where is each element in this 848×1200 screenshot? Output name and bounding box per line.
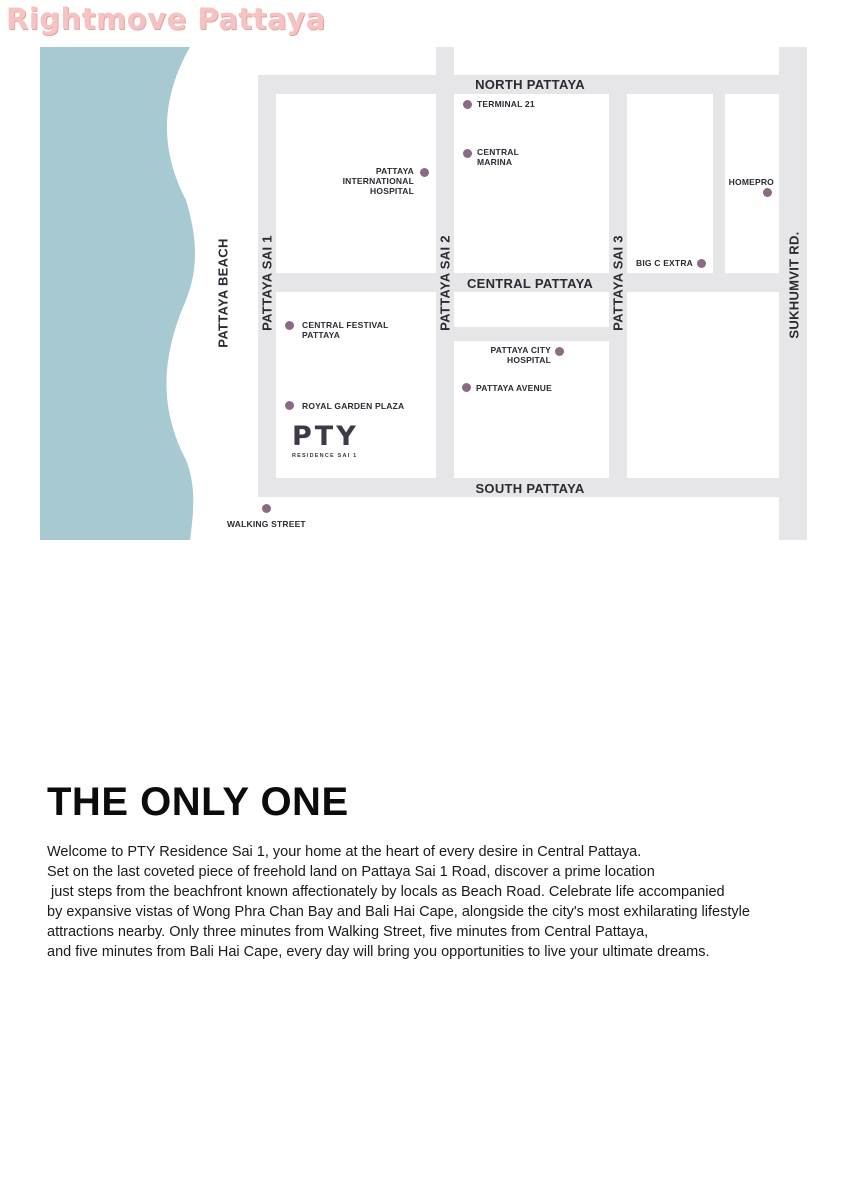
- poi-label-homepro: HOMEPRO: [728, 177, 774, 187]
- paragraph-line: just steps from the beachfront known affectionately by locals as Beach Road. Celebrate life accompanied: [47, 884, 725, 900]
- poi-marker-homepro: [763, 188, 772, 197]
- poi-label-royal-garden-plaza: ROYAL GARDEN PLAZA: [302, 401, 405, 411]
- logo-name: PTY: [292, 421, 359, 452]
- poi-marker-walking-street: [262, 504, 271, 513]
- poi-label-pattaya-city-hospital: PATTAYA CITY HOSPITAL: [490, 345, 551, 365]
- label-north-pattaya: NORTH PATTAYA: [475, 77, 585, 92]
- watermark: Rightmove Pattaya: [6, 2, 326, 36]
- label-pattaya-sai-1: PATTAYA SAI 1: [259, 235, 275, 331]
- paragraph-line: and five minutes from Bali Hai Cape, every day will bring you opportunities to live your ultimate dreams.: [47, 944, 710, 960]
- poi-label-central-marina: CENTRAL MARINA: [477, 147, 520, 167]
- poi-label-central-festival: CENTRAL FESTIVAL PATTAYA: [302, 320, 389, 340]
- poi-marker-pattaya-avenue: [462, 383, 471, 392]
- road-connector: [436, 327, 626, 341]
- poi-marker-royal-garden-plaza: [285, 401, 294, 410]
- poi-label-big-c-extra: BIG C EXTRA: [636, 258, 693, 268]
- poi-label-terminal21: TERMINAL 21: [477, 99, 535, 109]
- paragraph-line: Welcome to PTY Residence Sai 1, your home at the heart of every desire in Central Pattaya.: [47, 844, 642, 860]
- label-pattaya-beach: PATTAYA BEACH: [215, 238, 231, 348]
- poi-marker-pattaya-city-hospital: [555, 347, 564, 356]
- pty-residence-logo: [292, 422, 359, 459]
- poi-marker-pattaya-international-hospital: [420, 168, 429, 177]
- poi-label-pattaya-international-hospital: PATTAYA INTERNATIONAL HOSPITAL: [342, 166, 414, 196]
- poi-marker-big-c-extra: [697, 259, 706, 268]
- description-paragraph: [47, 842, 827, 962]
- page-title: THE ONLY ONE: [47, 780, 349, 824]
- label-sukhumvit-rd: SUKHUMVIT RD.: [786, 231, 802, 339]
- paragraph-line: Set on the last coveted piece of freehold land on Pattaya Sai 1 Road, discover a prime location: [47, 864, 655, 880]
- label-pattaya-sai-2: PATTAYA SAI 2: [437, 235, 453, 331]
- label-central-pattaya: CENTRAL PATTAYA: [466, 276, 594, 291]
- label-pattaya-sai-3: PATTAYA SAI 3: [610, 235, 626, 331]
- label-south-pattaya: SOUTH PATTAYA: [475, 481, 585, 496]
- location-map: [0, 0, 848, 560]
- paragraph-line: by expansive vistas of Wong Phra Chan Bay and Bali Hai Cape, alongside the city's most exhilarating lifestyle: [47, 904, 750, 920]
- sea-shape: [40, 47, 195, 540]
- road-side-street: [713, 75, 725, 292]
- paragraph-line: attractions nearby. Only three minutes from Walking Street, five minutes from Central Pattaya,: [47, 924, 649, 940]
- poi-label-pattaya-avenue: PATTAYA AVENUE: [476, 383, 553, 393]
- poi-label-walking-street: WALKING STREET: [227, 519, 306, 529]
- logo-subtitle: RESIDENCE SAI 1: [292, 453, 358, 459]
- poi-marker-terminal21: [463, 100, 472, 109]
- poi-marker-central-festival: [285, 321, 294, 330]
- poi-marker-central-marina: [463, 149, 472, 158]
